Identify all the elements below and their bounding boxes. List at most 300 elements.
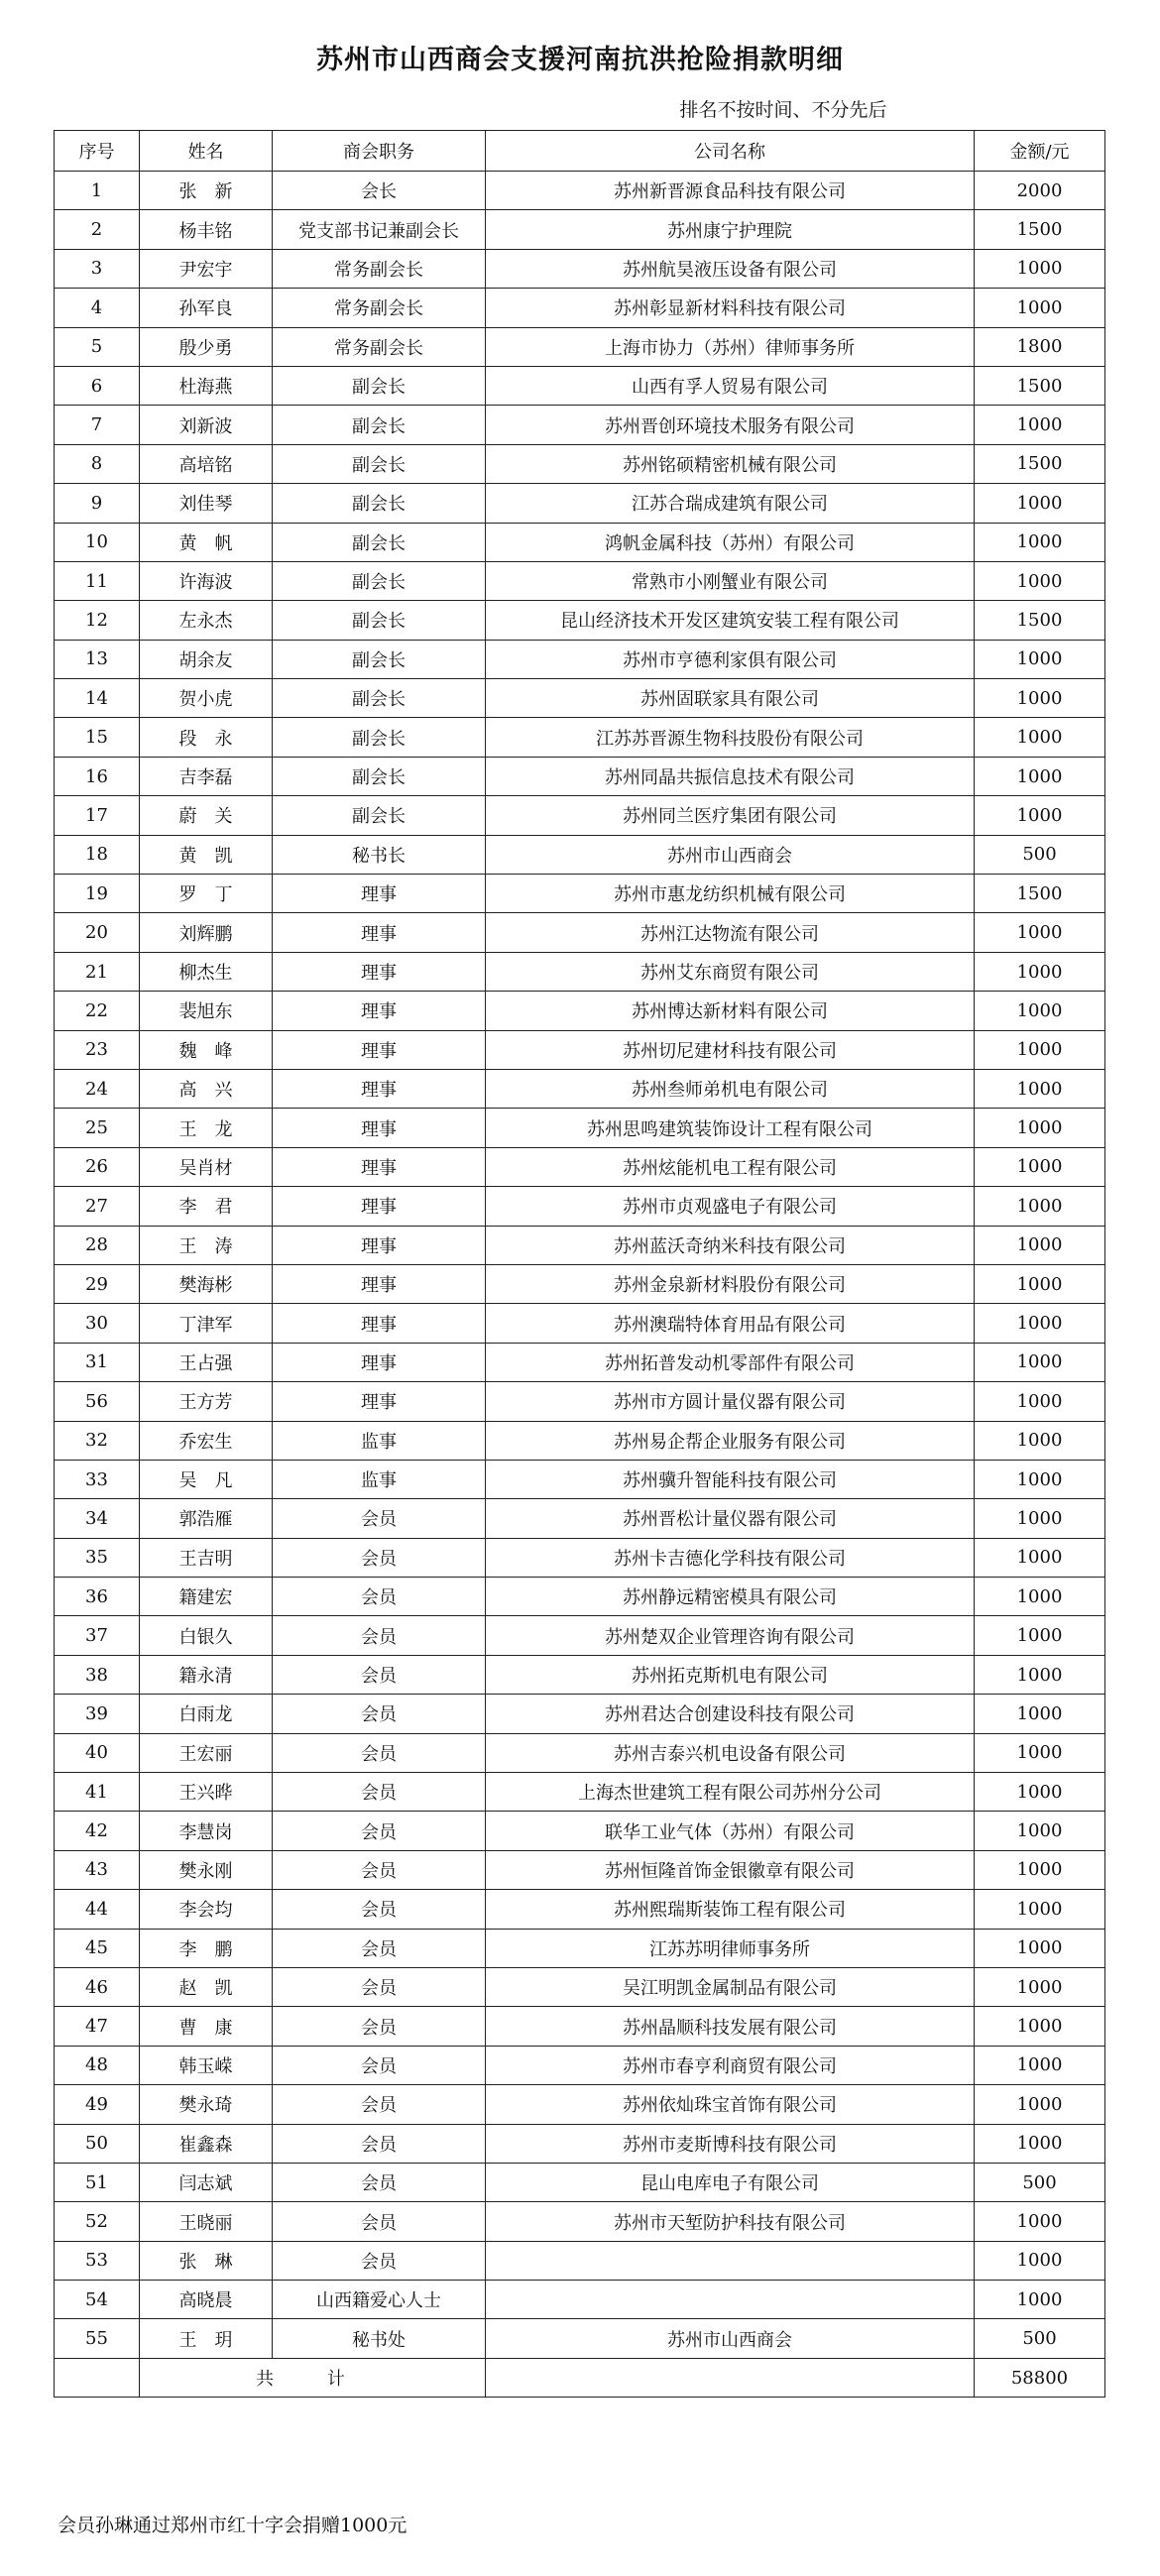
row-no: 30 [55, 1304, 140, 1343]
row-position: 党支部书记兼副会长 [273, 210, 486, 249]
row-position: 会员 [273, 1655, 486, 1694]
row-company: 苏州市山西商会 [486, 2319, 975, 2358]
row-company: 苏州市亨德利家俱有限公司 [486, 640, 975, 678]
row-no: 54 [55, 2281, 140, 2319]
row-no: 11 [55, 561, 140, 600]
row-amount: 1000 [975, 561, 1105, 600]
row-company: 苏州骥升智能科技有限公司 [486, 1460, 975, 1498]
row-name: 王 玥 [140, 2319, 273, 2358]
row-no: 4 [55, 289, 140, 327]
row-amount: 1500 [975, 444, 1105, 483]
table-row [55, 327, 1105, 366]
row-company: 苏州楚双企业管理咨询有限公司 [486, 1616, 975, 1655]
row-name: 张 新 [140, 172, 273, 210]
row-no: 25 [55, 1109, 140, 1147]
table-row [55, 406, 1105, 444]
row-name: 刘佳琴 [140, 484, 273, 523]
row-no: 13 [55, 640, 140, 678]
row-no: 53 [55, 2241, 140, 2280]
table-row [55, 952, 1105, 991]
table-row [55, 1929, 1105, 1967]
row-company: 昆山经济技术开发区建筑安装工程有限公司 [486, 601, 975, 640]
row-position: 会员 [273, 1616, 486, 1655]
table-row [55, 1460, 1105, 1498]
row-position: 常务副会长 [273, 327, 486, 366]
row-position: 理事 [273, 913, 486, 952]
row-company: 联华工业气体（苏州）有限公司 [486, 1812, 975, 1850]
row-amount: 1000 [975, 1460, 1105, 1498]
row-position: 理事 [273, 1304, 486, 1343]
row-amount: 1000 [975, 1343, 1105, 1381]
row-amount: 1000 [975, 1382, 1105, 1421]
row-position: 秘书长 [273, 835, 486, 874]
row-no: 22 [55, 992, 140, 1030]
row-position: 理事 [273, 1030, 486, 1069]
row-amount: 1000 [975, 1226, 1105, 1264]
row-no: 47 [55, 2007, 140, 2046]
row-name: 白银久 [140, 1616, 273, 1655]
table-row [55, 1109, 1105, 1147]
row-no: 7 [55, 406, 140, 444]
row-position: 会员 [273, 2241, 486, 2280]
table-body [55, 172, 1105, 2359]
row-amount: 1800 [975, 327, 1105, 366]
row-no: 20 [55, 913, 140, 952]
row-name: 胡余友 [140, 640, 273, 678]
row-amount: 1000 [975, 1109, 1105, 1147]
row-company: 苏州市麦斯博科技有限公司 [486, 2124, 975, 2163]
subtitle: 排名不按时间、不分先后 [679, 99, 887, 121]
row-position: 副会长 [273, 796, 486, 835]
row-no: 41 [55, 1773, 140, 1812]
row-no: 36 [55, 1578, 140, 1616]
row-amount: 2000 [975, 172, 1105, 210]
row-position: 副会长 [273, 406, 486, 444]
row-name: 杜海燕 [140, 366, 273, 405]
total-company-cell [486, 2358, 975, 2397]
row-name: 罗 丁 [140, 875, 273, 913]
row-position: 会员 [273, 1538, 486, 1577]
row-company: 苏州博达新材料有限公司 [486, 992, 975, 1030]
row-name: 王占强 [140, 1343, 273, 1381]
header-amount: 金额/元 [975, 131, 1105, 172]
row-company: 江苏合瑞成建筑有限公司 [486, 484, 975, 523]
row-company: 苏州新晋源食品科技有限公司 [486, 172, 975, 210]
row-amount: 1000 [975, 1030, 1105, 1069]
row-no: 42 [55, 1812, 140, 1850]
row-amount: 1000 [975, 1578, 1105, 1616]
row-name: 郭浩雁 [140, 1499, 273, 1538]
row-amount: 1000 [975, 523, 1105, 561]
row-no: 9 [55, 484, 140, 523]
table-row [55, 1538, 1105, 1577]
row-name: 黄 凯 [140, 835, 273, 874]
table-row [55, 484, 1105, 523]
row-name: 张 琳 [140, 2241, 273, 2280]
table-row [55, 2241, 1105, 2280]
row-amount: 1500 [975, 875, 1105, 913]
row-company: 苏州吉泰兴机电设备有限公司 [486, 1733, 975, 1772]
row-position: 监事 [273, 1460, 486, 1498]
row-position: 会员 [273, 1695, 486, 1733]
row-amount: 1500 [975, 366, 1105, 405]
table-header-row [55, 131, 1105, 172]
table-row [55, 2281, 1105, 2319]
row-no: 18 [55, 835, 140, 874]
row-company: 苏州同晶共振信息技术有限公司 [486, 757, 975, 795]
row-position: 副会长 [273, 679, 486, 718]
table-row [55, 561, 1105, 600]
row-name: 吉李磊 [140, 757, 273, 795]
row-name: 王晓丽 [140, 2202, 273, 2241]
total-no-cell [55, 2358, 140, 2397]
row-company: 苏州卡吉德化学科技有限公司 [486, 1538, 975, 1577]
row-position: 副会长 [273, 561, 486, 600]
row-company: 苏州叁师弟机电有限公司 [486, 1069, 975, 1108]
table-row [55, 2085, 1105, 2124]
row-no: 37 [55, 1616, 140, 1655]
row-amount: 1000 [975, 2046, 1105, 2084]
row-no: 6 [55, 366, 140, 405]
row-amount: 1000 [975, 1304, 1105, 1343]
row-position: 秘书处 [273, 2319, 486, 2358]
table-row [55, 1733, 1105, 1772]
row-company: 苏州市惠龙纺织机械有限公司 [486, 875, 975, 913]
row-name: 段 永 [140, 718, 273, 757]
table-row [55, 640, 1105, 678]
row-company: 山西有孚人贸易有限公司 [486, 366, 975, 405]
row-amount: 1000 [975, 1069, 1105, 1108]
row-company: 苏州炫能机电工程有限公司 [486, 1147, 975, 1186]
row-amount: 1000 [975, 1733, 1105, 1772]
row-position: 副会长 [273, 757, 486, 795]
table-row [55, 1890, 1105, 1929]
row-name: 许海波 [140, 561, 273, 600]
table-row [55, 172, 1105, 210]
row-amount: 500 [975, 2163, 1105, 2201]
row-position: 会员 [273, 1929, 486, 1967]
header-no: 序号 [55, 131, 140, 172]
row-amount: 500 [975, 835, 1105, 874]
row-name: 王兴晔 [140, 1773, 273, 1812]
row-company: 苏州固联家具有限公司 [486, 679, 975, 718]
table-row [55, 757, 1105, 795]
row-position: 理事 [273, 1069, 486, 1108]
row-no: 31 [55, 1343, 140, 1381]
donation-table [54, 130, 1105, 2398]
row-company: 苏州市方圆计量仪器有限公司 [486, 1382, 975, 1421]
row-name: 尹宏宇 [140, 249, 273, 288]
row-name: 吴肖材 [140, 1147, 273, 1186]
row-position: 会员 [273, 2202, 486, 2241]
table-row [55, 1187, 1105, 1226]
row-amount: 1000 [975, 1967, 1105, 2006]
row-position: 理事 [273, 1264, 486, 1303]
row-no: 2 [55, 210, 140, 249]
row-no: 3 [55, 249, 140, 288]
row-no: 43 [55, 1850, 140, 1889]
row-company: 苏州恒隆首饰金银徽章有限公司 [486, 1850, 975, 1889]
table-row [55, 1578, 1105, 1616]
row-position: 理事 [273, 875, 486, 913]
row-position: 会员 [273, 1499, 486, 1538]
total-row [55, 2358, 1105, 2397]
row-amount: 1000 [975, 952, 1105, 991]
row-company: 苏州市贞观盛电子有限公司 [486, 1187, 975, 1226]
table-row [55, 1226, 1105, 1264]
row-name: 王 龙 [140, 1109, 273, 1147]
row-amount: 1000 [975, 640, 1105, 678]
row-company: 苏州依灿珠宝首饰有限公司 [486, 2085, 975, 2124]
row-no: 1 [55, 172, 140, 210]
row-amount: 1000 [975, 1773, 1105, 1812]
row-position: 会员 [273, 2124, 486, 2163]
total-label: 共 计 [140, 2358, 486, 2397]
row-company: 苏州易企帮企业服务有限公司 [486, 1421, 975, 1460]
table-row [55, 1264, 1105, 1303]
table-row [55, 2046, 1105, 2084]
row-amount: 1000 [975, 2202, 1105, 2241]
row-position: 常务副会长 [273, 249, 486, 288]
row-no: 21 [55, 952, 140, 991]
row-amount: 1000 [975, 1147, 1105, 1186]
row-position: 会员 [273, 1773, 486, 1812]
row-company: 苏州铭硕精密机械有限公司 [486, 444, 975, 483]
row-name: 赵 凯 [140, 1967, 273, 2006]
row-no: 12 [55, 601, 140, 640]
row-company: 苏州熙瑞斯装饰工程有限公司 [486, 1890, 975, 1929]
row-amount: 1000 [975, 2085, 1105, 2124]
table-row [55, 1499, 1105, 1538]
row-amount: 1000 [975, 679, 1105, 718]
row-amount: 1000 [975, 1421, 1105, 1460]
row-company: 昆山电库电子有限公司 [486, 2163, 975, 2201]
table-row [55, 2124, 1105, 2163]
row-no: 16 [55, 757, 140, 795]
row-position: 监事 [273, 1421, 486, 1460]
row-no: 27 [55, 1187, 140, 1226]
row-no: 51 [55, 2163, 140, 2201]
row-name: 籍永清 [140, 1655, 273, 1694]
row-no: 34 [55, 1499, 140, 1538]
table-row [55, 601, 1105, 640]
row-company: 江苏苏明律师事务所 [486, 1929, 975, 1967]
row-name: 白雨龙 [140, 1695, 273, 1733]
row-company: 苏州市天堑防护科技有限公司 [486, 2202, 975, 2241]
row-no: 19 [55, 875, 140, 913]
row-no: 14 [55, 679, 140, 718]
row-company: 鸿帆金属科技（苏州）有限公司 [486, 523, 975, 561]
table-row [55, 992, 1105, 1030]
row-name: 李会均 [140, 1890, 273, 1929]
row-no: 15 [55, 718, 140, 757]
row-amount: 1000 [975, 249, 1105, 288]
row-position: 会员 [273, 2046, 486, 2084]
row-amount: 1000 [975, 1538, 1105, 1577]
row-amount: 500 [975, 2319, 1105, 2358]
row-no: 5 [55, 327, 140, 366]
header-name: 姓名 [140, 131, 273, 172]
row-position: 理事 [273, 952, 486, 991]
row-company: 上海市协力（苏州）律师事务所 [486, 327, 975, 366]
row-name: 裴旭东 [140, 992, 273, 1030]
row-amount: 1000 [975, 2241, 1105, 2280]
row-company: 苏州艾东商贸有限公司 [486, 952, 975, 991]
row-position: 理事 [273, 1147, 486, 1186]
table-row [55, 718, 1105, 757]
footnote: 会员孙琳通过郑州市红十字会捐赠1000元 [58, 2515, 407, 2536]
table-row [55, 2319, 1105, 2358]
row-position: 副会长 [273, 718, 486, 757]
row-position: 会长 [273, 172, 486, 210]
row-company: 苏州拓普发动机零部件有限公司 [486, 1343, 975, 1381]
row-name: 崔鑫森 [140, 2124, 273, 2163]
table-row [55, 1967, 1105, 2006]
row-amount: 1500 [975, 210, 1105, 249]
table-row [55, 1147, 1105, 1186]
row-amount: 1000 [975, 2124, 1105, 2163]
row-name: 闫志斌 [140, 2163, 273, 2201]
row-no: 23 [55, 1030, 140, 1069]
row-name: 籍建宏 [140, 1578, 273, 1616]
row-company: 苏州康宁护理院 [486, 210, 975, 249]
row-position: 会员 [273, 1850, 486, 1889]
table-row [55, 1069, 1105, 1108]
row-company: 上海杰世建筑工程有限公司苏州分公司 [486, 1773, 975, 1812]
table-row [55, 1304, 1105, 1343]
row-company: 江苏苏晋源生物科技股份有限公司 [486, 718, 975, 757]
row-name: 樊永刚 [140, 1850, 273, 1889]
row-name: 王 涛 [140, 1226, 273, 1264]
row-position: 会员 [273, 1890, 486, 1929]
row-amount: 1000 [975, 2007, 1105, 2046]
table-row [55, 249, 1105, 288]
row-amount: 1000 [975, 1850, 1105, 1889]
row-name: 丁津军 [140, 1304, 273, 1343]
row-amount: 1000 [975, 289, 1105, 327]
row-no: 28 [55, 1226, 140, 1264]
row-no: 55 [55, 2319, 140, 2358]
row-position: 副会长 [273, 523, 486, 561]
row-name: 魏 峰 [140, 1030, 273, 1069]
table-row [55, 1616, 1105, 1655]
row-no: 17 [55, 796, 140, 835]
row-no: 56 [55, 1382, 140, 1421]
row-amount: 1000 [975, 1695, 1105, 1733]
row-amount: 1000 [975, 1499, 1105, 1538]
row-name: 樊永琦 [140, 2085, 273, 2124]
row-no: 39 [55, 1695, 140, 1733]
row-position: 理事 [273, 1226, 486, 1264]
row-no: 49 [55, 2085, 140, 2124]
row-position: 会员 [273, 1812, 486, 1850]
row-name: 高培铭 [140, 444, 273, 483]
row-name: 刘新波 [140, 406, 273, 444]
table-row [55, 1695, 1105, 1733]
row-position: 副会长 [273, 366, 486, 405]
row-company: 吴江明凯金属制品有限公司 [486, 1967, 975, 2006]
row-amount: 1000 [975, 1264, 1105, 1303]
row-company: 苏州切尼建材科技有限公司 [486, 1030, 975, 1069]
row-name: 黄 帆 [140, 523, 273, 561]
table-row [55, 796, 1105, 835]
row-amount: 1000 [975, 1187, 1105, 1226]
row-no: 33 [55, 1460, 140, 1498]
row-position: 会员 [273, 1733, 486, 1772]
row-no: 46 [55, 1967, 140, 2006]
row-no: 26 [55, 1147, 140, 1186]
row-company: 常熟市小刚蟹业有限公司 [486, 561, 975, 600]
table-row [55, 1812, 1105, 1850]
row-company: 苏州市春亨利商贸有限公司 [486, 2046, 975, 2084]
row-name: 王吉明 [140, 1538, 273, 1577]
row-name: 李慧岗 [140, 1812, 273, 1850]
table-row [55, 2007, 1105, 2046]
header-company: 公司名称 [486, 131, 975, 172]
table-row [55, 1382, 1105, 1421]
row-name: 李 鹏 [140, 1929, 273, 1967]
row-amount: 1000 [975, 406, 1105, 444]
row-position: 副会长 [273, 444, 486, 483]
row-position: 副会长 [273, 640, 486, 678]
row-company: 苏州晋创环境技术服务有限公司 [486, 406, 975, 444]
row-company: 苏州思鸣建筑装饰设计工程有限公司 [486, 1109, 975, 1147]
table-row [55, 2202, 1105, 2241]
row-no: 32 [55, 1421, 140, 1460]
row-amount: 1000 [975, 1616, 1105, 1655]
row-company: 苏州市山西商会 [486, 835, 975, 874]
row-name: 曹 康 [140, 2007, 273, 2046]
table-row [55, 210, 1105, 249]
row-position: 会员 [273, 2085, 486, 2124]
row-name: 韩玉嵘 [140, 2046, 273, 2084]
row-no: 38 [55, 1655, 140, 1694]
row-company: 苏州澳瑞特体育用品有限公司 [486, 1304, 975, 1343]
row-no: 10 [55, 523, 140, 561]
row-name: 樊海彬 [140, 1264, 273, 1303]
row-name: 贺小虎 [140, 679, 273, 718]
row-company: 苏州金泉新材料股份有限公司 [486, 1264, 975, 1303]
row-amount: 1000 [975, 718, 1105, 757]
table-row [55, 289, 1105, 327]
row-amount: 1000 [975, 992, 1105, 1030]
row-name: 殷少勇 [140, 327, 273, 366]
row-name: 高 兴 [140, 1069, 273, 1108]
row-no: 52 [55, 2202, 140, 2241]
row-position: 会员 [273, 1967, 486, 2006]
table-row [55, 913, 1105, 952]
row-company: 苏州航昊液压设备有限公司 [486, 249, 975, 288]
table-row [55, 1655, 1105, 1694]
row-position: 会员 [273, 1578, 486, 1616]
table-row [55, 444, 1105, 483]
row-no: 29 [55, 1264, 140, 1303]
table-row [55, 1850, 1105, 1889]
row-name: 柳杰生 [140, 952, 273, 991]
total-amount: 58800 [975, 2358, 1105, 2397]
row-amount: 1000 [975, 484, 1105, 523]
row-position: 理事 [273, 1382, 486, 1421]
row-no: 35 [55, 1538, 140, 1577]
row-company: 苏州拓克斯机电有限公司 [486, 1655, 975, 1694]
row-company: 苏州江达物流有限公司 [486, 913, 975, 952]
row-no: 50 [55, 2124, 140, 2163]
header-position: 商会职务 [273, 131, 486, 172]
row-amount: 1000 [975, 757, 1105, 795]
table-row [55, 679, 1105, 718]
page-title: 苏州市山西商会支援河南抗洪抢险捐款明细 [316, 45, 844, 75]
row-amount: 1500 [975, 601, 1105, 640]
